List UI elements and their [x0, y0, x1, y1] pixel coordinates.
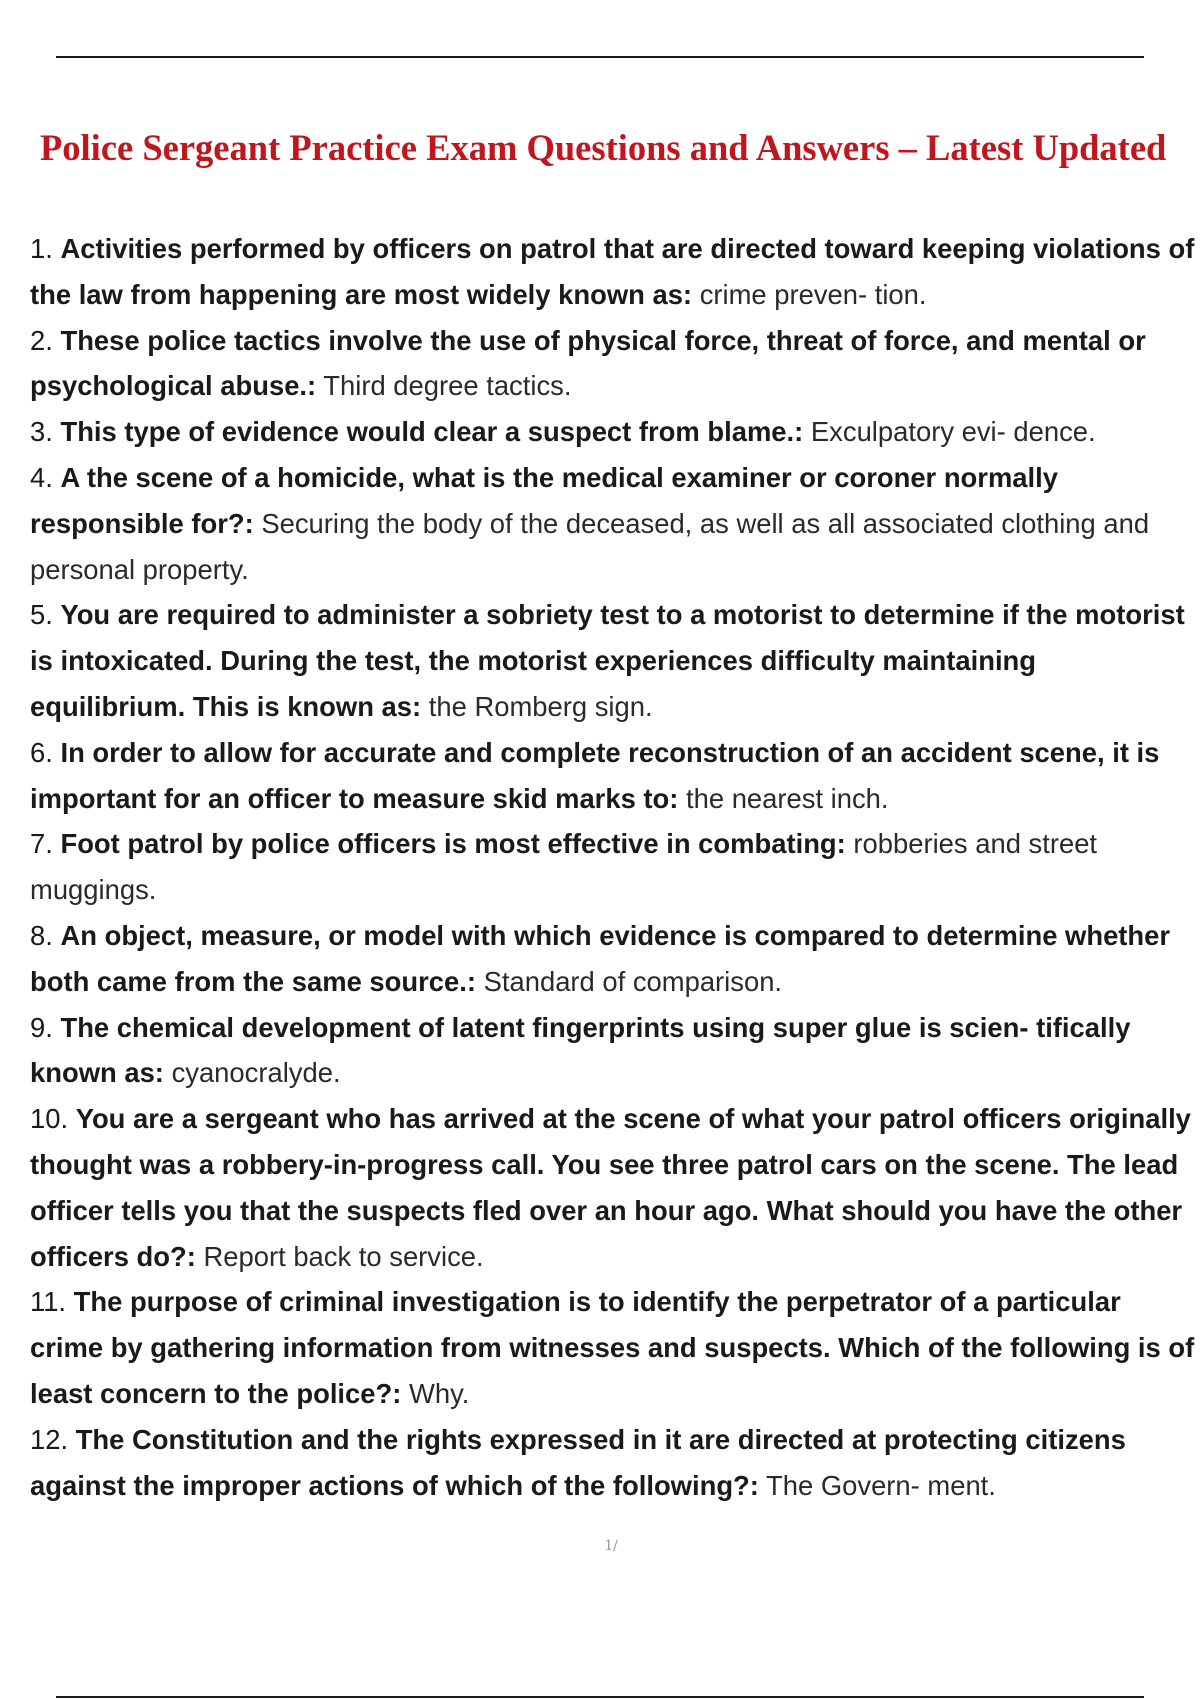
qa-item-8: [30, 913, 1195, 1005]
question-number: 4.: [30, 461, 53, 493]
qa-item-1: [30, 226, 1195, 318]
question-number: 2.: [30, 324, 53, 356]
question-text: A the scene of a homicide, what is the medical examiner or coroner normally responsible for?:: [30, 461, 1058, 539]
question-text: This type of evidence would clear a suspect from blame.:: [60, 416, 804, 448]
top-divider: [56, 56, 1144, 58]
question-number: 7.: [30, 828, 53, 860]
document-title: Police Sergeant Practice Exam Questions and Answers – Latest Updated: [40, 127, 1167, 168]
qa-item-4: [30, 455, 1195, 592]
answer-text: Report back to service.: [203, 1240, 484, 1272]
question-number: 1.: [30, 233, 53, 264]
qa-item-6: [30, 730, 1195, 822]
question-text: In order to allow for accurate and complete reconstruction of an accident scene, it is important for an officer to measure skid marks to:: [30, 736, 1160, 814]
answer-text: cyanocralyde.: [171, 1057, 341, 1089]
question-list: [30, 226, 1195, 1508]
question-text: The Constitution and the rights expressed in it are directed at protecting citizens against the improper actions of which of the following?:: [30, 1423, 1126, 1501]
qa-item-2: [30, 318, 1195, 410]
answer-text: Third degree tactics.: [323, 370, 572, 402]
question-number: 5.: [30, 599, 53, 631]
question-text: These police tactics involve the use of physical force, threat of force, and mental or psychological abuse.:: [30, 324, 1146, 402]
qa-item-5: [30, 592, 1195, 729]
answer-text: Securing the body of the deceased, as well as all associated clothing and personal property.: [30, 507, 1150, 585]
question-number: 12.: [30, 1423, 69, 1455]
answer-text: Standard of comparison.: [483, 965, 783, 997]
answer-text: robberies and street muggings.: [30, 828, 1098, 906]
answer-text: Exculpatory evi- dence.: [810, 416, 1096, 448]
answer-text: the nearest inch.: [686, 782, 889, 814]
question-number: 8.: [30, 919, 53, 951]
question-text: Activities performed by officers on patrol that are directed toward keeping violations of the law from happening are most widely known as:: [30, 233, 1195, 310]
question-text: Foot patrol by police officers is most effective in combating:: [60, 828, 846, 860]
question-number: 3.: [30, 416, 53, 448]
answer-text: Why.: [409, 1377, 470, 1409]
bottom-divider: [56, 1696, 1144, 1698]
qa-item-9: [30, 1005, 1195, 1097]
question-text: You are required to administer a sobriety test to a motorist to determine if the motorist is intoxicated. During the test, the motorist experiences difficulty maintaining equilibrium. This is known as:: [30, 599, 1185, 722]
answer-text: crime preven- tion.: [699, 278, 927, 310]
question-text: The chemical development of latent fingerprints using super glue is scien- tifically known as:: [30, 1011, 1131, 1089]
qa-item-3: [30, 409, 1195, 455]
question-text: An object, measure, or model with which evidence is compared to determine whether both came from the same source.:: [30, 919, 1171, 997]
answer-text: the Romberg sign.: [428, 690, 653, 722]
qa-item-12: [30, 1417, 1195, 1509]
question-text: The purpose of criminal investigation is to identify the perpetrator of a particular crime by gathering information from witnesses and suspects. Which of the following is of least concern to the police?:: [30, 1286, 1195, 1409]
qa-item-11: [30, 1279, 1195, 1416]
page-number: 1/: [604, 1538, 618, 1554]
question-text: You are a sergeant who has arrived at the scene of what your patrol officers originally thought was a robbery-in-progress call. You see three patrol cars on the scene. The lead officer tells you that the suspects fled over an hour ago. What should you have the other officers do?:: [30, 1103, 1191, 1272]
question-number: 9.: [30, 1011, 53, 1043]
answer-text: The Govern- ment.: [766, 1469, 996, 1501]
qa-item-7: [30, 821, 1195, 913]
question-number: 10.: [30, 1103, 69, 1135]
qa-item-10: [30, 1096, 1195, 1279]
question-number: 11.: [30, 1286, 67, 1318]
question-number: 6.: [30, 736, 53, 768]
